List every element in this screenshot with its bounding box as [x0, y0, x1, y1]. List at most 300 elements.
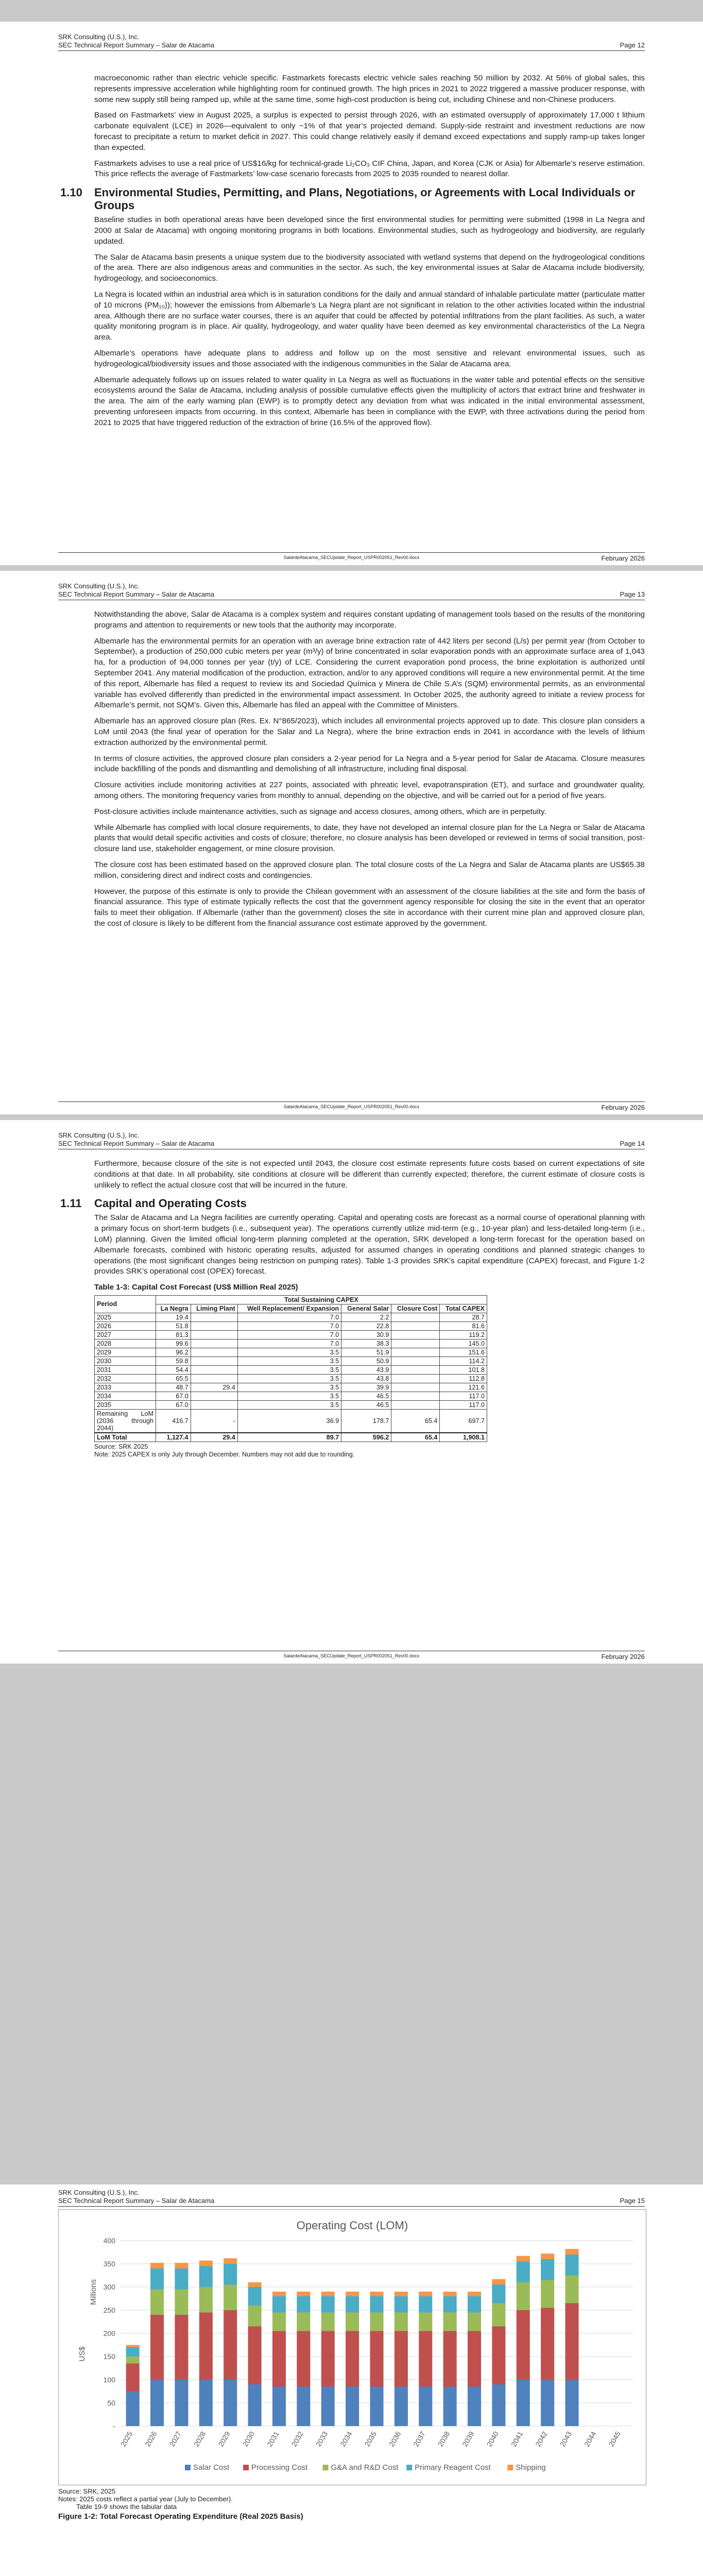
- bar-segment: [126, 2364, 140, 2392]
- table-cell: 1,908.1: [440, 1433, 487, 1442]
- bar-segment: [248, 2306, 262, 2327]
- table-cell: [191, 1348, 237, 1357]
- bar-segment: [224, 2258, 237, 2264]
- opex-chart: [58, 2209, 646, 2485]
- bar-segment: [565, 2276, 579, 2303]
- bar-segment: [370, 2296, 383, 2313]
- bar-segment: [199, 2261, 213, 2266]
- x-tick-label: 2026: [143, 2430, 159, 2448]
- bar-segment: [468, 2292, 481, 2296]
- paragraph: The closure cost has been estimated based on the approved closure plan. The total closure costs of the La Negra and Salar de Atacama plants are US$65.38 million, considering direct and indirect costs and contingencies.: [94, 860, 645, 880]
- table-cell: 2027: [95, 1330, 156, 1339]
- table-cell: 43.9: [341, 1365, 391, 1374]
- table-cell: 99.6: [156, 1339, 191, 1348]
- y-tick-label: 300: [103, 2283, 115, 2291]
- x-tick-label: 2031: [265, 2430, 281, 2448]
- bar-segment: [272, 2292, 286, 2296]
- bar-segment: [517, 2262, 530, 2283]
- x-tick-label: 2030: [241, 2430, 256, 2448]
- section-title: Environmental Studies, Permitting, and Plans, Negotiations, or Agreements with Local Individuals or Groups: [94, 186, 636, 212]
- bar-segment: [541, 2253, 554, 2259]
- bar-segment: [199, 2380, 213, 2426]
- table-row: [95, 1365, 487, 1374]
- paragraph: While Albemarle has complied with local closure requirements, to date, they have not developed an internal closure plan for the La Negra or Salar de Atacama plants that would detail specific activities and costs of closure; therefore, no closure analysis has been developed or reviewed in terms of social transition, post-closure land use, stakeholder engagement, or mine closure provision.: [94, 823, 645, 854]
- x-tick-label: 2032: [289, 2430, 305, 2448]
- table-row: [95, 1400, 487, 1409]
- paragraph: La Negra is located within an industrial area which is in saturation conditions for the daily and annual standard of inhalable particulate matter (particulate matter of 10 microns (PM₁₀)); however the emissions from Albemarle’s La Negra plant are not significant in relation to the other activities located within the industrial area. Although there are no surface water courses, there is an aquifer that could be affected by potential infiltrations from the plant facilities. As such, a water quality monitoring program is in place. Air quality, hydrogeology, and water quality have been deemed as key environmental characteristics of the La Negra area.: [94, 290, 645, 342]
- table-cell: 2025: [95, 1313, 156, 1321]
- table-row: [95, 1383, 487, 1392]
- bar-segment: [419, 2313, 432, 2331]
- table-header: Closure Cost: [391, 1304, 440, 1313]
- table-header: La Negra: [156, 1304, 191, 1313]
- bar-segment: [395, 2331, 408, 2387]
- bar-segment: [443, 2387, 457, 2427]
- table-cell: 2028: [95, 1339, 156, 1348]
- table-row: [95, 1409, 487, 1433]
- table-cell: 81.6: [440, 1321, 487, 1330]
- table-header: Liming Plant: [191, 1304, 237, 1313]
- paragraph: Furthermore, because closure of the site is not expected until 2043, the closure cost estimate represents future costs based on current expectations of site conditions at that date. In all probability, site conditions at closure will be different than currently expected; therefore, the current estimate of closure costs is unlikely to reflect the actual closure cost that will be incurred in the future.: [94, 1159, 645, 1190]
- x-tick-label: 2033: [314, 2430, 330, 2448]
- table-cell: [391, 1392, 440, 1400]
- table-cell: 51.9: [341, 1348, 391, 1357]
- chart-title: Operating Cost (LOM): [296, 2219, 408, 2232]
- figure-note-tabular: Table 19-9 shows the tabular data: [76, 2503, 177, 2511]
- bar-segment: [419, 2387, 432, 2427]
- bar-segment: [346, 2387, 359, 2427]
- x-tick-label: 2035: [363, 2430, 379, 2448]
- bar-segment: [175, 2290, 188, 2315]
- table-cell: 2035: [95, 1400, 156, 1409]
- x-tick-label: 2034: [338, 2430, 354, 2448]
- table-cell: Remaining LoM (2036 through 2044): [95, 1409, 156, 1433]
- bar-segment: [443, 2331, 457, 2387]
- table-cell: 7.0: [237, 1313, 341, 1321]
- bar-segment: [126, 2357, 140, 2364]
- table-header: Period: [95, 1295, 156, 1313]
- legend-swatch: [323, 2465, 329, 2470]
- bar-segment: [224, 2310, 237, 2380]
- bar-segment: [321, 2296, 335, 2313]
- bar-segment: [517, 2310, 530, 2380]
- table-cell: 2.2: [341, 1313, 391, 1321]
- table-cell: 114.2: [440, 1357, 487, 1365]
- table-cell: [391, 1400, 440, 1409]
- table-cell: 96.2: [156, 1348, 191, 1357]
- bar-segment: [517, 2380, 530, 2426]
- table-cell: 19.4: [156, 1313, 191, 1321]
- y-axis-label: Millions: [89, 2279, 98, 2306]
- bar-segment: [150, 2263, 164, 2268]
- x-tick-label: 2025: [118, 2430, 134, 2448]
- page-number: Page 15: [620, 2197, 645, 2205]
- page-header: [58, 582, 645, 600]
- paragraph: Fastmarkets advises to use a real price of US$16/kg for technical-grade Li₂CO₃ CIF China, Japan, and Korea (CJK or Asia) for Albemarle’s reserve estimation. This price reflects the average of Fastmarkets’ low-case scenario forecasts from 2025 to 2035 rounded to nearest dollar.: [94, 159, 645, 179]
- page-12: [0, 22, 703, 565]
- table-cell: [191, 1321, 237, 1330]
- table-cell: 89.7: [237, 1433, 341, 1442]
- table-cell: [191, 1365, 237, 1374]
- bar-segment: [492, 2303, 505, 2327]
- table-cell: 29.4: [191, 1383, 237, 1392]
- x-tick-label: 2045: [607, 2430, 622, 2448]
- bar-segment: [541, 2308, 554, 2380]
- table-cell: 7.0: [237, 1339, 341, 1348]
- bar-segment: [565, 2380, 579, 2426]
- bar-segment: [150, 2380, 164, 2426]
- bar-segment: [297, 2292, 310, 2296]
- table-cell: 2030: [95, 1357, 156, 1365]
- table-cell: 121.6: [440, 1383, 487, 1392]
- bar-segment: [346, 2313, 359, 2331]
- table-header: General Salar: [341, 1304, 391, 1313]
- table-cell: 7.0: [237, 1330, 341, 1339]
- bar-segment: [321, 2331, 335, 2387]
- header-report-title: SEC Technical Report Summary – Salar de Atacama: [58, 1140, 215, 1147]
- x-tick-label: 2039: [460, 2430, 476, 2448]
- header-company: SRK Consulting (U.S.), Inc.: [58, 2189, 140, 2196]
- y-tick-label: -: [113, 2422, 115, 2430]
- page-footer: [58, 552, 645, 560]
- paragraph: Based on Fastmarkets’ view in August 2025, a surplus is expected to persist through 2026, with an estimated oversupply of approximately 17,000 t lithium carbonate equivalent (LCE) in 2026—equivalent to only ~1% of that year’s projected demand. Supply-side restraint and investment reductions are now forecast to precipitate a return to market deficit in 2027. This could change relatively easily if demand exceed expectations and supply ramp-up takes longer than expected.: [94, 111, 645, 152]
- x-tick-label: 2043: [558, 2430, 574, 2448]
- table-row: [95, 1339, 487, 1348]
- section-heading: [60, 1197, 645, 1210]
- bar-segment: [492, 2327, 505, 2385]
- x-tick-label: 2037: [411, 2430, 427, 2448]
- bar-segment: [248, 2282, 262, 2287]
- y-tick-label: 100: [103, 2376, 115, 2384]
- table-cell: 2026: [95, 1321, 156, 1330]
- y-tick-label: 350: [103, 2260, 115, 2268]
- page-number: Page 13: [620, 590, 645, 598]
- x-tick-label: 2044: [582, 2430, 598, 2448]
- table-cell: 7.0: [237, 1321, 341, 1330]
- table-cell: 51.8: [156, 1321, 191, 1330]
- table-cell: 48.7: [156, 1383, 191, 1392]
- bar-segment: [175, 2268, 188, 2290]
- bar-segment: [321, 2292, 335, 2296]
- table-cell: 22.8: [341, 1321, 391, 1330]
- table-row: [95, 1392, 487, 1400]
- table-cell: [391, 1374, 440, 1383]
- table-cell: 416.7: [156, 1409, 191, 1433]
- paragraph: However, the purpose of this estimate is only to provide the Chilean government with an assessment of the closure liabilities at the site and form the basis of financial assurance. This type of estimate typically reflects the cost that the government agency responsible for closing the site in the event that an operator fails to meet their obligation. If Albemarle (rather than the government) closes the site in accordance with their current mine plan and approved closure plan, the cost of closure is likely to be different from the financial assurance cost estimate approved by the government.: [94, 887, 645, 928]
- table-cell: 596.2: [341, 1433, 391, 1442]
- paragraph: Albemarle adequately follows up on issues related to water quality in La Negra as well as fluctuations in the water table and potential effects on the sensitive ecosystems around the Salar de Atacama, including analysis of possible cumulative effects given the multiplicity of actors that extract brine and freshwater in the area. The aim of the early warning plan (EWP) is to promptly detect any deviation from what was indicated in the initial environmental assessment, preventing unforeseen impacts from occurring. In this context, Albemarle has been in compliance with the EWP, with three activations during the period from 2021 to 2025 that have triggered reduction of the extraction of brine (16.5% of the approved flow).: [94, 375, 645, 427]
- bar-segment: [199, 2266, 213, 2287]
- paragraph: Albemarle has the environmental permits for an operation with an average brine extraction rate of 442 liters per second (L/s) per permit year (from October to September), a production of 250,000 cubic meters per year (m³/y) of brine concentrated in solar evaporation ponds with an approximate surface area of 1,043 ha, for a production of 94,000 tonnes per year (t/y) of LCE. Considering the current evaporation pond process, the brine exploitation is authorized until September 2041. Any material modification of the production, extraction, and/or to any approved conditions will require a new environmental permit. At the time of this report, Albemarle has filed a request to review its and Sociedad Química y Minera de Chile S.A’s (SQM) environmental permits, as an environmental variable has evolved differently than predicted in the environmental impact assessment. In October 2025, the authority agreed to initiate a review process for Albemarle’s permit, not SQM’s. Given this, Albemarle has filed an appeal with the Committee of Ministers.: [94, 636, 645, 710]
- header-report-title: SEC Technical Report Summary – Salar de Atacama: [58, 41, 215, 49]
- table-cell: 65.4: [391, 1433, 440, 1442]
- bar-segment: [395, 2292, 408, 2296]
- bar-segment: [468, 2296, 481, 2313]
- table-cell: [391, 1321, 440, 1330]
- paragraph: In terms of closure activities, the approved closure plan considers a 2-year period for La Negra and a 5-year period for Salar de Atacama. Closure measures include backfilling of the ponds and dismantling and demolishing of all infrastructure, including final disposal.: [94, 754, 645, 774]
- bar-segment: [199, 2313, 213, 2380]
- y-tick-label: 200: [103, 2329, 115, 2337]
- paragraph: Notwithstanding the above, Salar de Atacama is a complex system and requires constant updating of management tools based on the results of the monitoring programs and attention to requirements or new tools that the authority may incorporate.: [94, 610, 645, 630]
- bar-segment: [419, 2296, 432, 2313]
- paragraph: Baseline studies in both operational areas have been developed since the first environmental studies for permitting were submitted (1998 in La Negra and 2000 at Salar de Atacama) with ongoing monitoring programs in both locations. Environmental studies, such as hydrogeology and biodiversity, are regularly updated.: [94, 215, 645, 246]
- y-tick-label: 50: [107, 2399, 115, 2407]
- table-cell: [391, 1339, 440, 1348]
- page-header: [58, 33, 645, 51]
- bar-segment: [346, 2292, 359, 2296]
- table-cell: 65.5: [156, 1374, 191, 1383]
- table-cell: 112.8: [440, 1374, 487, 1383]
- legend-label: Primary Reagent Cost: [415, 2463, 491, 2472]
- section-number: 1.11: [60, 1197, 82, 1210]
- table-cell: [191, 1392, 237, 1400]
- table-cell: 2031: [95, 1365, 156, 1374]
- bar-segment: [224, 2285, 237, 2311]
- page-13: [0, 571, 703, 1114]
- bar-segment: [346, 2331, 359, 2387]
- bar-segment: [468, 2313, 481, 2331]
- page-14: [0, 1120, 703, 1664]
- bar-segment: [248, 2327, 262, 2385]
- bar-segment: [565, 2303, 579, 2380]
- table-cell: [391, 1348, 440, 1357]
- bar-segment: [150, 2315, 164, 2380]
- bar-segment: [443, 2296, 457, 2313]
- bar-segment: [272, 2296, 286, 2313]
- table-cell: 39.9: [341, 1383, 391, 1392]
- table-cell: 3.5: [237, 1383, 341, 1392]
- bar-segment: [541, 2259, 554, 2280]
- bar-segment: [370, 2292, 383, 2296]
- bar-segment: [541, 2380, 554, 2426]
- table-cell: 28.7: [440, 1313, 487, 1321]
- bar-segment: [126, 2392, 140, 2427]
- page-body: [60, 73, 645, 434]
- section-heading: [60, 186, 645, 212]
- footer-date: February 2026: [601, 554, 645, 562]
- table-cell: 117.0: [440, 1400, 487, 1409]
- y-tick-label: 400: [103, 2236, 115, 2245]
- footer-filename: SalardeAtacama_SECUpdate_Report_USPR002051_Rev00.docx: [283, 555, 420, 560]
- table-cell: [191, 1400, 237, 1409]
- page-header: [58, 1131, 645, 1149]
- table-cell: 3.5: [237, 1392, 341, 1400]
- bar-segment: [492, 2384, 505, 2426]
- legend-label: Salar Cost: [193, 2463, 230, 2472]
- table-header: Well Replacement/ Expansion: [237, 1304, 341, 1313]
- bar-segment: [248, 2287, 262, 2306]
- bar-segment: [224, 2380, 237, 2426]
- table-row: [95, 1321, 487, 1330]
- bar-segment: [468, 2387, 481, 2427]
- footer-filename: SalardeAtacama_SECUpdate_Report_USPR002051_Rev00.docx: [283, 1104, 420, 1109]
- table-row: [95, 1348, 487, 1357]
- table-cell: [191, 1339, 237, 1348]
- bar-segment: [150, 2290, 164, 2315]
- header-company: SRK Consulting (U.S.), Inc.: [58, 1131, 140, 1139]
- opex-chart-svg: [59, 2210, 646, 2485]
- header-company: SRK Consulting (U.S.), Inc.: [58, 582, 140, 590]
- table-cell: 119.2: [440, 1330, 487, 1339]
- table-row: [95, 1313, 487, 1321]
- table-cell: 81.3: [156, 1330, 191, 1339]
- table-cell: 101.8: [440, 1365, 487, 1374]
- table-cell: 3.5: [237, 1374, 341, 1383]
- page-footer: [58, 1101, 645, 1109]
- table-cell: [391, 1383, 440, 1392]
- table-cell: 151.6: [440, 1348, 487, 1357]
- table-cell: 50.9: [341, 1357, 391, 1365]
- bar-segment: [272, 2331, 286, 2387]
- table-header: Total CAPEX: [440, 1304, 487, 1313]
- footer-date: February 2026: [601, 1104, 645, 1111]
- bar-segment: [443, 2313, 457, 2331]
- figure-caption: Figure 1-2: Total Forecast Operating Expenditure (Real 2025 Basis): [58, 2512, 303, 2521]
- page-number: Page 14: [620, 1140, 645, 1147]
- table-caption: Table 1-3: Capital Cost Forecast (US$ Million Real 2025): [94, 1283, 298, 1292]
- table-cell: 117.0: [440, 1392, 487, 1400]
- table-cell: 2032: [95, 1374, 156, 1383]
- table-cell: 3.5: [237, 1365, 341, 1374]
- table-cell: [391, 1313, 440, 1321]
- bar-segment: [395, 2387, 408, 2427]
- table-cell: 59.8: [156, 1357, 191, 1365]
- x-tick-label: 2028: [192, 2430, 208, 2448]
- bar-segment: [565, 2249, 579, 2255]
- table-cell: [191, 1374, 237, 1383]
- table-cell: 54.4: [156, 1365, 191, 1374]
- bar-segment: [443, 2292, 457, 2296]
- table-cell: 43.8: [341, 1374, 391, 1383]
- section-title: Capital and Operating Costs: [94, 1197, 247, 1210]
- section-number: 1.10: [60, 186, 82, 199]
- table-cell: 46.5: [341, 1400, 391, 1409]
- x-tick-label: 2029: [216, 2430, 232, 2448]
- bar-segment: [175, 2263, 188, 2268]
- bar-segment: [126, 2347, 140, 2357]
- bar-segment: [492, 2279, 505, 2285]
- table-source: Source: SRK 2025: [94, 1443, 148, 1450]
- table-cell: 178.7: [341, 1409, 391, 1433]
- bar-segment: [395, 2296, 408, 2313]
- header-company: SRK Consulting (U.S.), Inc.: [58, 33, 140, 41]
- y-axis-label: US$: [78, 2346, 87, 2362]
- bar-segment: [370, 2387, 383, 2427]
- bar-segment: [565, 2255, 579, 2276]
- table-cell: [191, 1357, 237, 1365]
- bar-segment: [199, 2287, 213, 2313]
- legend-label: Shipping: [516, 2463, 546, 2472]
- table-cell: 697.7: [440, 1409, 487, 1433]
- table-cell: 3.5: [237, 1357, 341, 1365]
- legend-label: G&A and R&D Cost: [331, 2463, 399, 2472]
- legend-swatch: [406, 2465, 412, 2470]
- table-cell: 3.5: [237, 1348, 341, 1357]
- bar-segment: [150, 2268, 164, 2290]
- legend-swatch: [243, 2465, 249, 2470]
- header-report-title: SEC Technical Report Summary – Salar de Atacama: [58, 2197, 215, 2205]
- table-cell: 46.5: [341, 1392, 391, 1400]
- bar-segment: [175, 2315, 188, 2380]
- paragraph: Closure activities include monitoring activities at 227 points, associated with phreatic level, evapotranspiration (ET), and surface and groundwater quality, among others. The monitoring frequency varies from monthly to annual, depending on the objective, and will be carried out for a period of five years.: [94, 781, 645, 800]
- x-tick-label: 2042: [534, 2430, 549, 2448]
- table-cell: 38.3: [341, 1339, 391, 1348]
- table-cell: [391, 1357, 440, 1365]
- table-cell: 65.4: [391, 1409, 440, 1433]
- table-row: [95, 1357, 487, 1365]
- table-cell: 2033: [95, 1383, 156, 1392]
- table-cell: 2029: [95, 1348, 156, 1357]
- table-cell: [391, 1330, 440, 1339]
- bar-segment: [517, 2256, 530, 2262]
- legend-swatch: [507, 2465, 513, 2470]
- paragraph: The Salar de Atacama and La Negra facilities are currently operating. Capital and operating costs are forecast as a normal course of operational planning with a primary focus on short-term budgets (i.e., subsequent year). The operations currently utilize mid-term (e.g., 10-year plan) and less-detailed long-term (i.e., LoM) planning. Given the limited official long-term planning completed at the operation, SRK developed a long-term forecast for the operation based on Albemarle forecasts, combined with historic operating results, adjusted for assumed changes in operating conditions and planned strategic changes to operations (the most significant changes being restriction on pumping rates). Table 1-3 provides SRK’s capital expenditure (CAPEX) forecast, and Figure 1-2 provides SRK’s operational cost (OPEX) forecast.: [94, 1213, 645, 1276]
- table-cell: 67.0: [156, 1392, 191, 1400]
- bar-segment: [175, 2380, 188, 2426]
- paragraph: Albemarle’s operations have adequate plans to address and follow up on the most sensitive and relevant environmental issues, such as hydrogeological/biodiversity issues and those associated with the indigenous communities in the Salar de Atacama area.: [94, 348, 645, 368]
- page-body: [94, 609, 645, 935]
- bar-segment: [492, 2285, 505, 2303]
- bar-segment: [370, 2331, 383, 2387]
- bar-segment: [126, 2345, 140, 2348]
- bar-segment: [541, 2280, 554, 2308]
- bar-segment: [370, 2313, 383, 2331]
- table-cell: LoM Total: [95, 1433, 156, 1442]
- bar-segment: [297, 2313, 310, 2331]
- x-tick-label: 2040: [485, 2430, 501, 2448]
- bar-segment: [419, 2331, 432, 2387]
- x-tick-label: 2036: [387, 2430, 403, 2448]
- bar-segment: [297, 2296, 310, 2313]
- bar-segment: [272, 2387, 286, 2427]
- figure-source: Source: SRK, 2025: [58, 2487, 116, 2495]
- table-cell: 29.4: [191, 1433, 237, 1442]
- table-group-header: Total Sustaining CAPEX: [156, 1295, 487, 1304]
- paragraph: Post-closure activities include maintenance activities, such as signage and access closures, among others, which are in perpetuity.: [94, 807, 546, 816]
- table-row: [95, 1374, 487, 1383]
- bar-segment: [224, 2264, 237, 2285]
- table-cell: [191, 1313, 237, 1321]
- paragraph: macroeconomic rather than electric vehicle specific. Fastmarkets forecasts electric vehicle sales reaching 50 million by 2032. At 56% of global sales, this represents impressive acceleration while highlighting room for continued growth. The high prices in 2021 to 2022 triggered a massive producer response, with some new supply still being ramped up, while at the same time, some high-cost production is being cut, including Chinese and non-Chinese producers.: [94, 74, 645, 104]
- x-tick-label: 2038: [436, 2430, 452, 2448]
- bar-segment: [297, 2331, 310, 2387]
- header-report-title: SEC Technical Report Summary – Salar de Atacama: [58, 590, 215, 598]
- bar-segment: [272, 2313, 286, 2331]
- table-row: [95, 1330, 487, 1339]
- table-cell: 36.9: [237, 1409, 341, 1433]
- figure-notes: Notes: 2025 costs reflect a partial year (July to December).: [58, 2495, 233, 2503]
- legend-label: Processing Cost: [251, 2463, 308, 2472]
- table-cell: 3.5: [237, 1400, 341, 1409]
- footer-filename: SalardeAtacama_SECUpdate_Report_USPR002051_Rev00.docx: [283, 1653, 420, 1658]
- bar-segment: [321, 2313, 335, 2331]
- page-header: [58, 2189, 645, 2207]
- y-tick-label: 150: [103, 2352, 115, 2361]
- table-cell: -: [191, 1409, 237, 1433]
- page-number: Page 12: [620, 41, 645, 49]
- paragraph: The Salar de Atacama basin presents a unique system due to the biodiversity associated with wetland systems that depend on the hydrogeological conditions of the area. There are also indigenous areas and communities in the sector. As such, the key environmental issues at Salar de Atacama include biodiversity, hydrogeology, and socioeconomics.: [94, 252, 645, 283]
- table-cell: 30.9: [341, 1330, 391, 1339]
- paragraph: Albemarle has an approved closure plan (Res. Ex. N°865/2023), which includes all environmental projects approved up to date. This closure plan considers a LoM until 2043 (the final year of operation for the Salar and La Negra), where the brine extraction ends in 2041 in accordance with the levels of lithium extraction authorized by the environmental permit.: [94, 717, 645, 747]
- bar-segment: [321, 2387, 335, 2427]
- table-cell: 2034: [95, 1392, 156, 1400]
- y-tick-label: 250: [103, 2306, 115, 2314]
- bar-segment: [346, 2296, 359, 2313]
- page-body: [60, 1159, 645, 1459]
- bar-segment: [468, 2331, 481, 2387]
- bar-segment: [248, 2384, 262, 2426]
- table-cell: [391, 1365, 440, 1374]
